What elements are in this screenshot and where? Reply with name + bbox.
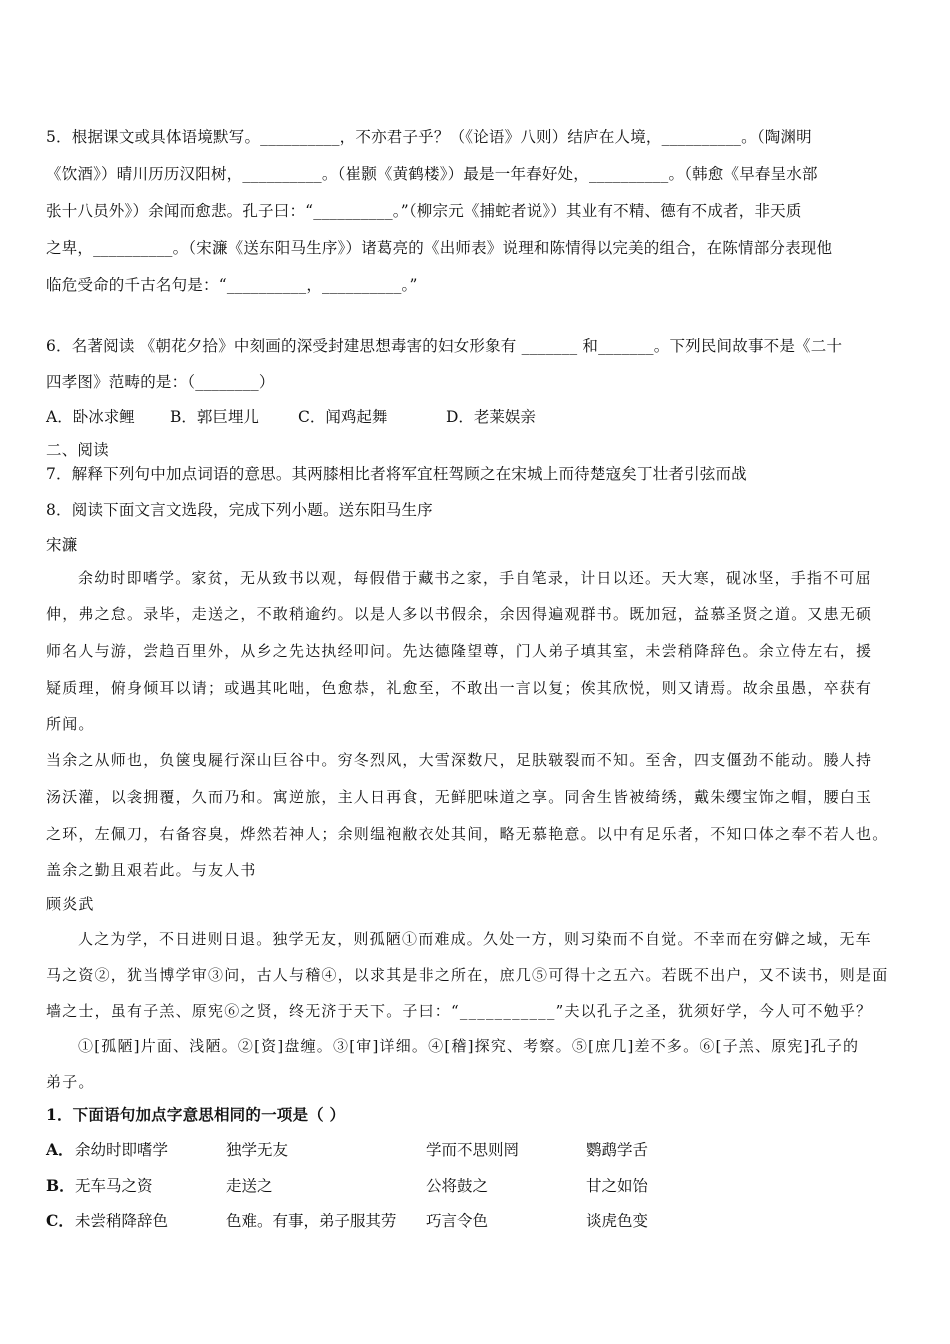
sub1-row-c-label: C． xyxy=(46,1211,74,1230)
passage1-line: 师名人与游，尝趋百里外，从乡之先达执经叩问。先达德隆望尊，门人弟子填其室，未尝稍降辞色。余立侍左右，援 xyxy=(46,642,873,660)
q6-option-a: A．卧冰求鲤 xyxy=(46,408,135,426)
passage1-line: 之环，左佩刀，右备容臭，烨然若神人；余则缊袍敝衣处其间，略无慕艳意。以中有足乐者，不知口体之奉不若人也。 xyxy=(46,825,889,843)
sub1-row-c-item: 色难。有事，弟子服其劳 xyxy=(226,1212,397,1230)
passage1-line: 余幼时即嗜学。家贫，无从致书以观，每假借于藏书之家，手自笔录，计日以还。天大寒，砚冰坚，手指不可屈 xyxy=(78,569,872,587)
sub1-row-c-item: 未尝稍降辞色 xyxy=(75,1212,169,1230)
passage1-line: 所闻。 xyxy=(46,715,95,733)
sub1-row-c-item: 谈虎色变 xyxy=(586,1212,649,1230)
notes-line: 弟子。 xyxy=(46,1073,95,1091)
sub1-row-a-label: A． xyxy=(46,1140,74,1159)
passage2-line: 马之资②，犹当博学审③问，古人与稽④，以求其是非之所在，庶几⑤可得十之五六。若既不出户，又不读书，则是面 xyxy=(46,966,889,984)
author-song-lian: 宋濂 xyxy=(46,536,78,554)
q5-line-2: 《饮酒》）晴川历历汉阳树，__________。（崔颢《黄鹤楼》）最是一年春好处，__________。（韩愈《早春呈水部 xyxy=(46,165,818,183)
passage1-line: 疑质理，俯身倾耳以请；或遇其叱咄，色愈恭，礼愈至，不敢出一言以复；俟其欣悦，则又请焉。故余虽愚，卒获有 xyxy=(46,679,873,697)
sub1-row-a-item: 学而不思则罔 xyxy=(426,1141,520,1159)
sub1-row-c-item: 巧言令色 xyxy=(426,1212,489,1230)
q6-line-1: 6．名著阅读 《朝花夕拾》中刻画的深受封建思想毒害的妇女形象有 _______ 和_______。下列民间故事不是《二十 xyxy=(46,337,843,355)
sub1-row-a-item: 鹦鹉学舌 xyxy=(586,1141,649,1159)
q8: 8．阅读下面文言文选段，完成下列小题。送东阳马生序 xyxy=(46,501,433,519)
sub1-row-b-label: B． xyxy=(46,1176,75,1195)
q6-option-c: C．闻鸡起舞 xyxy=(298,408,388,426)
sub1-row-b-item: 无车马之资 xyxy=(75,1177,153,1195)
passage1-line: 当余之从师也，负箧曳屣行深山巨谷中。穷冬烈风，大雪深数尺，足肤皲裂而不知。至舍，四支僵劲不能动。媵人持 xyxy=(46,751,873,769)
passage1-line: 汤沃灌，以衾拥覆，久而乃和。寓逆旅，主人日再食，无鲜肥味道之享。同舍生皆被绮绣，戴朱缨宝饰之帽，腰白玉 xyxy=(46,788,873,806)
q5-line-5: 临危受命的千古名句是：“__________，__________。” xyxy=(46,276,418,294)
sub1-row-b-item: 走送之 xyxy=(226,1177,273,1195)
sub1-row-a-item: 余幼时即嗜学 xyxy=(75,1141,169,1159)
q5-line-4: 之卑，__________。（宋濂《送东阳马生序》）诸葛亮的《出师表》说理和陈情得以完美的组合，在陈情部分表现他 xyxy=(46,239,833,257)
passage1-line: 伸，弗之怠。录毕，走送之，不敢稍逾约。以是人多以书假余，余因得遍观群书。既加冠，益慕圣贤之道。又患无硕 xyxy=(46,605,873,623)
sub1-row-b-item: 甘之如饴 xyxy=(586,1177,649,1195)
q6-option-b: B．郭巨埋儿 xyxy=(170,408,259,426)
passage1-line: 盖余之勤且艰若此。与友人书 xyxy=(46,861,257,879)
passage2-line: 人之为学，不日进则日退。独学无友，则孤陋①而难成。久处一方，则习染而不自觉。不幸而在穷僻之域，无车 xyxy=(78,930,872,948)
q6-option-d: D．老莱娱亲 xyxy=(446,408,536,426)
notes-line: ①[孤陋]片面、浅陋。②[资]盘缠。③[审]详细。④[稽]探究、考察。⑤[庶几]差不多。⑥[子羔、原宪]孔子的 xyxy=(78,1037,860,1055)
sub1-row-a-item: 独学无友 xyxy=(226,1141,289,1159)
author-gu-yanwu: 顾炎武 xyxy=(46,895,95,913)
q7: 7．解释下列句中加点词语的意思。其两膝相比者将军宜枉驾顾之在宋城上而待楚寇矣丁壮者引弦而战 xyxy=(46,465,747,483)
passage2-line: 墙之士，虽有子羔、原宪⑥之贤，终无济于天下。子曰：“___________”夫以孔子之圣，犹须好学，今人可不勉乎？ xyxy=(46,1002,873,1020)
q5-line-1: 5．根据课文或具体语境默写。__________，不亦君子乎？（《论语》八则）结庐在人境，__________。（陶渊明 xyxy=(46,128,812,146)
section-heading: 二、阅读 xyxy=(46,441,109,459)
q6-line-2: 四孝图》范畴的是：（________） xyxy=(46,373,275,391)
sub1-row-b-item: 公将鼓之 xyxy=(426,1177,489,1195)
sub1-stem: 1．下面语句加点字意思相同的一项是（ ） xyxy=(46,1105,346,1124)
q5-line-3: 张十八员外》）余闻而愈悲。孔子曰：“__________。”（柳宗元《捕蛇者说》）其业有不精、德有不成者，非天质 xyxy=(46,202,802,220)
